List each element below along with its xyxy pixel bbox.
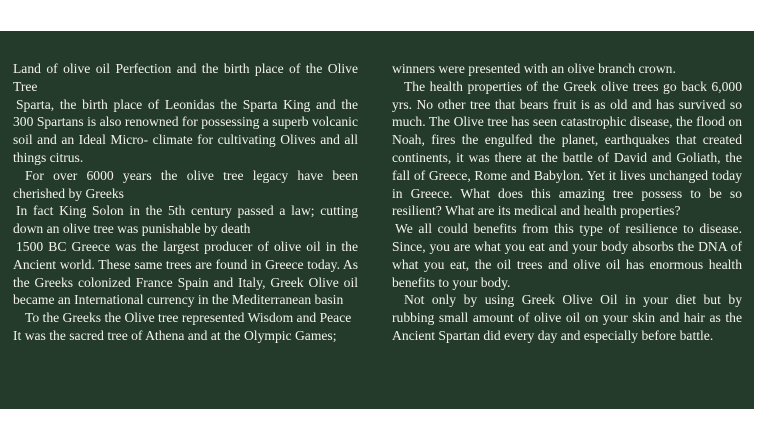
right-column [392, 60, 742, 345]
paragraph: Sparta, the birth place of Leonidas the Sparta King and the 300 Spartans is also renowned for possessing a superb volcanic soil and an Ideal Micro- climate for cultivating Olives and all things citrus. [13, 96, 358, 165]
paragraph: winners were presented with an olive branch crown. [392, 61, 676, 76]
paragraph: Land of olive oil Perfection and the birth place of the Olive Tree [13, 61, 358, 94]
paragraph: The health properties of the Greek olive trees go back 6,000 yrs. No other tree that bears fruit is as old and has survived so much. The Olive tree has seen catastrophic disease, the flood on Noah, fires the engulfed the planet, earthquakes that created continents, it was there at the battle of David and Goliath, the fall of Greece, Rome and Babylon. Yet it lives unchanged today in Greece. What does this amazing tree possess to be so resilient? What are its medical and health properties? [392, 78, 742, 219]
left-column [13, 60, 358, 345]
paragraph: For over 6000 years the olive tree legacy have been cherished by Greeks [13, 167, 358, 201]
paragraph: In fact King Solon in the 5th century passed a law; cutting down an olive tree was punishable by death [13, 203, 358, 237]
text-panel [0, 31, 754, 409]
paragraph: 1500 BC Greece was the largest producer of olive oil in the Ancient world. These same trees are found in Greece today. As the Greeks colonized France Spain and Italy, Greek Olive oil became an International currency in the Mediterranean basin [13, 238, 358, 308]
paragraph: It was the sacred tree of Athena and at the Olympic Games; [13, 327, 337, 343]
paragraph: We all could benefits from this type of resilience to disease. Since, you are what you eat and your body absorbs the DNA of what you eat, the oil trees and olive oil has enormous health benefits to your body. [392, 221, 742, 290]
paragraph: To the Greeks the Olive tree represented Wisdom and Peace [25, 310, 352, 326]
paragraph: Not only by using Greek Olive Oil in your diet but by rubbing small amount of olive oil on your skin and hair as the Ancient Spartan did every day and especially before battle. [392, 292, 742, 343]
